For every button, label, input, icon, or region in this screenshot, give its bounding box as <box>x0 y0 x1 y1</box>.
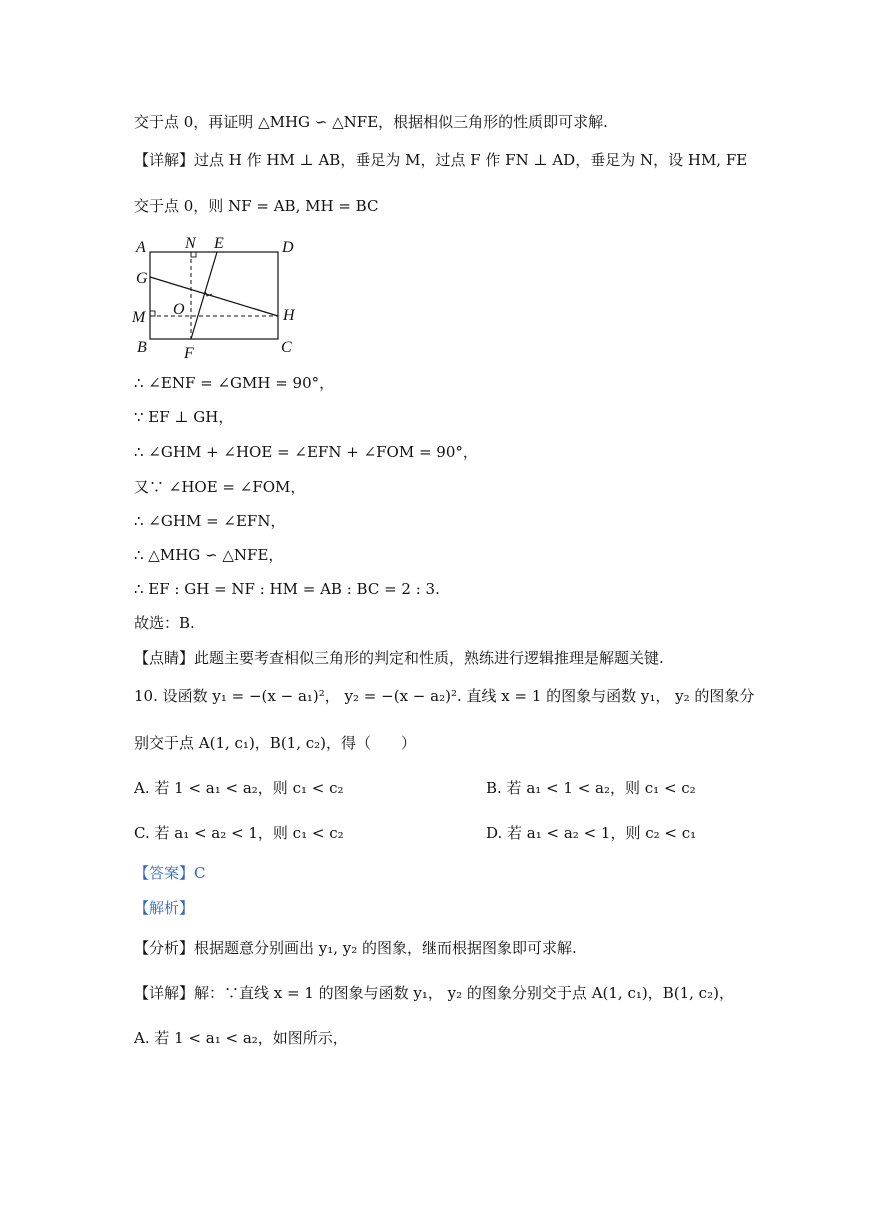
segment-ef <box>191 252 217 339</box>
question-10-cont: 别交于点 A(1, c₁)，B(1, c₂)，得（ ） <box>134 734 417 752</box>
text-line: ∵ EF ⊥ GH， <box>134 408 234 426</box>
text-line: 又∵ ∠HOE = ∠FOM， <box>134 478 306 496</box>
label-f: F <box>184 345 194 362</box>
option-b: B. 若 a₁ < 1 < a₂，则 c₁ < c₂ <box>486 779 696 797</box>
label-d: D <box>282 239 294 256</box>
option-d: D. 若 a₁ < a₂ < 1，则 c₂ < c₁ <box>486 824 697 842</box>
right-angle-n <box>191 252 196 257</box>
label-c: C <box>281 339 292 356</box>
label-h: H <box>283 307 295 324</box>
segment-gh <box>150 277 278 316</box>
label-g: G <box>136 270 148 287</box>
text-line: ∴ ∠GHM + ∠HOE = ∠EFN + ∠FOM = 90°， <box>134 443 478 461</box>
text-line: 【详解】过点 H 作 HM ⊥ AB，垂足为 M，过点 F 作 FN ⊥ AD，垂足为 N，设 HM, FE <box>134 151 748 169</box>
label-a: A <box>136 239 146 256</box>
analysis-label: 【解析】 <box>134 899 195 917</box>
text-line: A. 若 1 < a₁ < a₂，如图所示， <box>134 1029 348 1047</box>
option-c: C. 若 a₁ < a₂ < 1，则 c₁ < c₂ <box>134 824 344 842</box>
label-o: O <box>173 301 185 318</box>
text-line: ∴ △MHG ∽ △NFE， <box>134 546 284 564</box>
right-angle-m <box>150 311 155 316</box>
option-a: A. 若 1 < a₁ < a₂，则 c₁ < c₂ <box>134 779 344 797</box>
geometry-figure <box>128 232 308 364</box>
text-line: ∴ ∠ENF = ∠GMH = 90°， <box>134 374 335 392</box>
label-n: N <box>185 235 196 252</box>
text-line: 【分析】根据题意分别画出 y₁, y₂ 的图象，继而根据图象即可求解. <box>134 939 577 957</box>
text-line: 故选：B. <box>134 614 195 632</box>
text-line: ∴ ∠GHM = ∠EFN， <box>134 512 286 530</box>
question-10: 10. 设函数 y₁ = −(x − a₁)²， y₂ = −(x − a₂)². 直线 x = 1 的图象与函数 y₁， y₂ 的图象分 <box>134 687 755 705</box>
answer-label: 【答案】C <box>134 864 206 882</box>
label-b: B <box>137 339 147 356</box>
text-line: 交于点 0，则 NF = AB, MH = BC <box>134 197 379 215</box>
text-line: 交于点 0，再证明 △MHG ∽ △NFE，根据相似三角形的性质即可求解. <box>134 113 608 131</box>
rectangle-abcd <box>150 252 278 339</box>
text-line: 【点睛】此题主要考查相似三角形的判定和性质，熟练进行逻辑推理是解题关键. <box>134 649 664 667</box>
label-m: M <box>132 309 146 326</box>
text-line: 【详解】解：∵直线 x = 1 的图象与函数 y₁， y₂ 的图象分别交于点 A(1, c₁)，B(1, c₂)， <box>134 984 734 1002</box>
text-line: ∴ EF : GH = NF : HM = AB : BC = 2 : 3. <box>134 580 440 598</box>
label-e: E <box>214 235 224 252</box>
